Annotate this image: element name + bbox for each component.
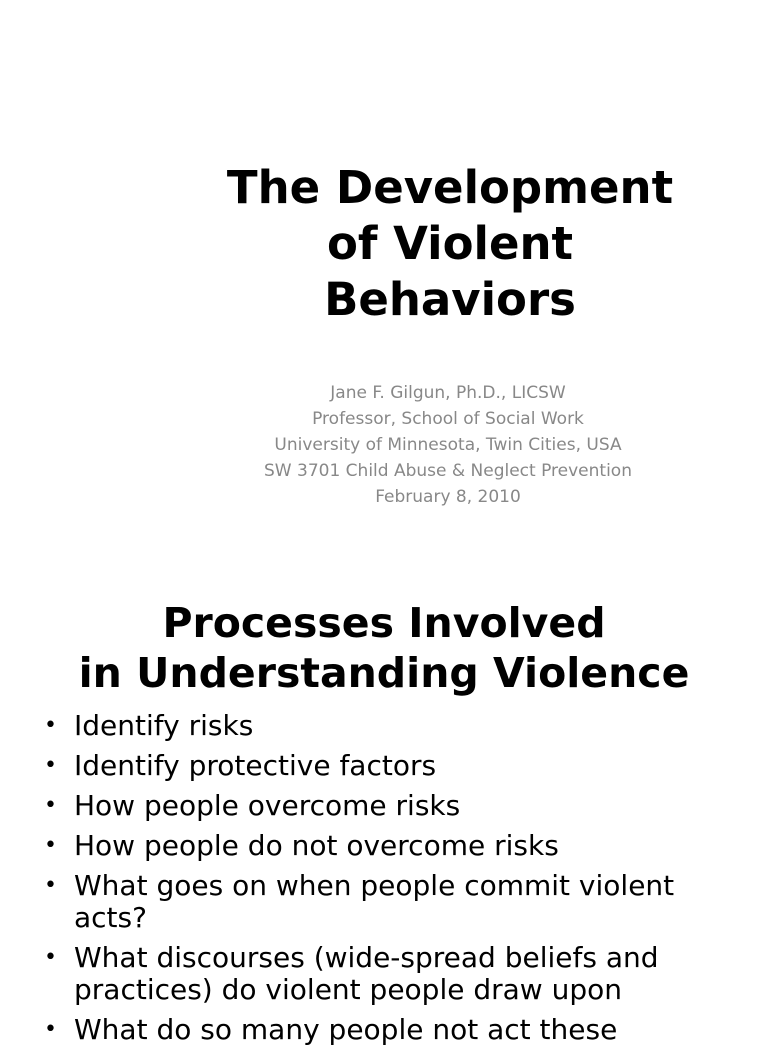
list-item-text: How people do not overcome risks	[74, 829, 559, 862]
list-item-text: What do so many people not act these	[74, 1013, 618, 1046]
bullet-icon: •	[44, 833, 57, 858]
heading-line: Processes Involved	[162, 599, 606, 647]
title-line: The Development	[226, 161, 674, 214]
presentation-date: February 8, 2010	[375, 487, 521, 507]
course-name: SW 3701 Child Abuse & Neglect Prevention	[264, 461, 632, 481]
bullet-icon: •	[44, 793, 57, 818]
list-item-text: What discourses (wide-spread beliefs and practices) do violent people draw upon	[74, 941, 659, 1006]
list-item-text: Identify risks	[74, 709, 254, 742]
list-item	[0, 790, 768, 822]
list-item	[0, 830, 768, 862]
bullet-icon: •	[44, 713, 57, 738]
list-item	[0, 1014, 768, 1046]
author-institution: University of Minnesota, Twin Cities, USA	[274, 435, 622, 455]
bullet-icon: •	[44, 945, 57, 970]
list-item-text: How people overcome risks	[74, 789, 461, 822]
title-line: Behaviors	[324, 273, 576, 326]
list-item-text: What goes on when people commit violent acts?	[74, 869, 675, 934]
bullet-icon: •	[44, 753, 57, 778]
author-position: Professor, School of Social Work	[312, 409, 584, 429]
list-item	[0, 710, 768, 742]
list-item	[0, 870, 768, 934]
slide-title	[165, 160, 735, 328]
heading-line: in Understanding Violence	[78, 649, 690, 697]
bullet-icon: •	[44, 873, 57, 898]
author-info	[165, 380, 731, 510]
title-line: of Violent	[326, 217, 574, 270]
list-item	[0, 942, 768, 1006]
bullet-icon: •	[44, 1017, 57, 1042]
section-heading	[0, 598, 768, 698]
author-name: Jane F. Gilgun, Ph.D., LICSW	[330, 383, 566, 403]
bullet-list	[0, 710, 768, 1054]
list-item-text: Identify protective factors	[74, 749, 437, 782]
list-item	[0, 750, 768, 782]
